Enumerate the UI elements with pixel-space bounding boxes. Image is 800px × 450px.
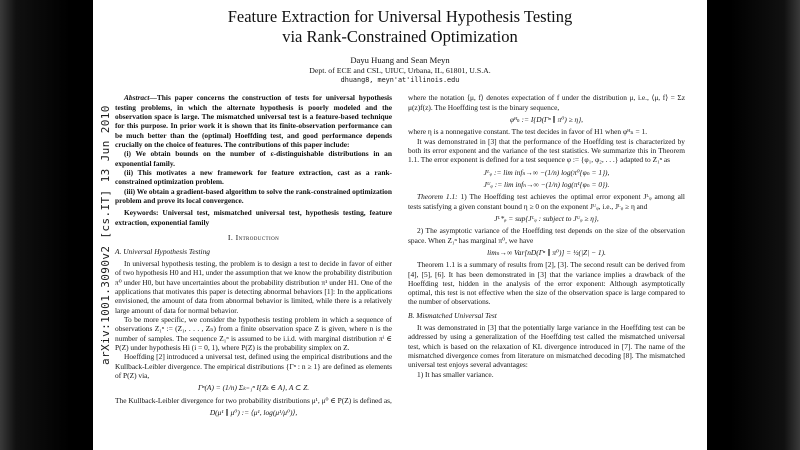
- equation-error-exponent-upper: Jᵁᵩ := lim infₙ→∞ −(1/n) log(π¹{φₙ = 0}).: [483, 179, 610, 189]
- section-heading-introduction: I. Introduction: [227, 232, 280, 242]
- arxiv-stamp: arXiv:1001.3090v2 [cs.IT] 13 Jun 2010: [99, 105, 112, 365]
- paragraph: Hoeffding [2] introduced a universal test, defined using the empirical distributions and the Kullback-Leibler divergence. The empirical distributions {Γⁿ : n ≥ 1} are defined as elements of P(Z) via,: [115, 352, 392, 380]
- equation-asymptotic-variance: limₙ→∞ Var[nD(Γⁿ ∥ π⁰)] = ½(|Z| − 1).: [487, 247, 606, 257]
- equation-empirical-distribution: Γⁿ(A) = (1/n) Σₖ₌₁ⁿ I{Zₖ ∈ A}, A ⊂ Z.: [197, 383, 310, 393]
- abstract-body: This paper concerns the construction of tests for universal hypothesis testing problems, in which the alternate hypothesis is poorly modeled and the observation space is large. The mismatched universal test is a feature-based technique for this purpose. In prior work it is shown that its finite-observation performance can be much better than the (optimal) Hoeffding test, and good performance depends crucially on the choice of features. The contributions of this paper include:: [115, 93, 392, 149]
- paragraph: The Kullback-Leibler divergence for two probability distributions μ¹, μ⁰ ∈ P(Z) is defined as,: [115, 395, 392, 405]
- theorem-label: Theorem 1.1:: [417, 192, 458, 202]
- subsection-a-heading: A. Universal Hypothesis Testing: [115, 246, 210, 256]
- paragraph: To be more specific, we consider the hypothesis testing problem in which a sequence of observations Z₁ⁿ := (Z₁, . . . , Zₙ) from a finite observation space Z is given, where n is the number of samples. The sequence Z₁ⁿ is assumed to be i.i.d. with marginal distribution πⁱ ∈ P(Z) under hypothesis Hi (i = 0, 1), where P(Z) is the probability simplex on Z.: [115, 314, 392, 352]
- abstract-label: Abstract—: [124, 93, 157, 103]
- abstract: [115, 93, 392, 149]
- authors: Dayu Huang and Sean Meyn: [350, 55, 450, 66]
- paragraph: Theorem 1.1 is a summary of results from [2], [3]. The second result can be derived from [4], [5], [6]. It has been demonstrated in [3] that the variance implies a drawback of the Hoeffding test, hidden in the analysis of the error exponent: Although asymptotically optimal, this test is not effective when the size of the observation space is large compared to the number of observations.: [408, 260, 685, 307]
- equation-kl-divergence: D(μ¹ ∥ μ⁰) := ⟨μ¹, log(μ¹/μ⁰)⟩,: [209, 407, 298, 417]
- contribution-item-i: (i) We obtain bounds on the number of ε-distinguishable distributions in an exponential family.: [115, 149, 392, 168]
- paper-title: [93, 7, 707, 47]
- author-email: dhuang8, meyn'at'illinois.edu: [340, 76, 460, 85]
- equation-optimal-exponent: Jᴸ*ᵩ = sup{Jᴸᵩ : subject to Jᵁᵩ ≥ η},: [494, 213, 599, 223]
- contribution-item-iii: (iii) We obtain a gradient-based algorithm to solve the rank-constrained optimization problem and prove its local convergence.: [115, 186, 392, 205]
- two-column-body: [93, 84, 707, 420]
- paper-title-line1: Feature Extraction for Universal Hypothesis Testing: [227, 7, 573, 26]
- paragraph: where η is a nonnegative constant. The test decides in favor of H1 when φᴴₙ = 1.: [408, 127, 648, 137]
- equation-error-exponent-lower: Jᴸᵩ := lim infₙ→∞ −(1/n) log(π⁰{φₙ = 1}),: [483, 167, 610, 177]
- affiliation: Dept. of ECE and CSL, UIUC, Urbana, IL, 61801, U.S.A.: [309, 66, 491, 76]
- subsection-b-heading: B. Mismatched Universal Test: [408, 310, 497, 320]
- keywords: Keywords: Universal test, mismatched universal test, hypothesis testing, feature extraction, exponential family: [115, 208, 392, 227]
- paragraph: where the notation ⟨μ, f⟩ denotes expectation of f under the distribution μ, i.e., ⟨μ, f⟩ = Σᴢ μ(z)f(z). The Hoeffding test is the binary sequence,: [408, 93, 685, 112]
- advantage-item-1: 1) It has smaller variance.: [417, 369, 494, 379]
- left-column: [115, 93, 392, 420]
- paper-title-line2: via Rank-Constrained Optimization: [282, 27, 518, 47]
- theorem-body: 1) The Hoeffding test achieves the optimal error exponent Jᴸᵩ among all tests satisfying a given constant bound η ≥ 0 on the exponent Jᵁᵩ, i.e., Jᴸᵩ ≥ η and: [408, 192, 685, 211]
- equation-hoeffding-test: φᴴₙ := I{D(Γⁿ ∥ π⁰) ≥ η},: [509, 114, 584, 124]
- right-column: [408, 93, 685, 420]
- paragraph: In universal hypothesis testing, the problem is to design a test to decide in favor of either of two hypothesis H0 and H1, under the assumption that we know the probability distribution π⁰ under H0, but have uncertainties about the probability distribution π¹ under H1. One of the applications that motivates this paper is detecting abnormal behaviors [1]: In the applications envisioned, the amount of data from abnormal behavior is limited, while there is a relatively large amount of data for normal behavior.: [115, 258, 392, 315]
- theorem-item-2: 2) The asymptotic variance of the Hoeffding test depends on the size of the observation space. When Z₁ⁿ has marginal π⁰, we have: [408, 226, 685, 245]
- paragraph: It was demonstrated in [3] that the potentially large variance in the Hoeffding test can be addressed by using a generalization of the Hoeffding test called the mismatched universal test, which is based on the relaxation of KL divergence introduced in [7]. The name of the mismatched divergence comes from literature on mismatched decoding [8]. The mismatched universal test enjoys several advantages:: [408, 323, 685, 370]
- paper-header: [93, 0, 707, 84]
- theorem-1-1: [408, 192, 685, 211]
- paper-page: [93, 0, 707, 450]
- paragraph: It was demonstrated in [3] that the performance of the Hoeffding test is characterized by both its error exponent and the variance of the test statistics. We summarize this in Theorem 1.1. The error exponent is defined for a test sequence φ := {φ₁, φ₂, . . .} adapted to Z₁ⁿ as: [408, 136, 685, 165]
- contribution-item-ii: (ii) This motivates a new framework for feature extraction, cast as a rank-constrained optimization problem.: [115, 167, 392, 187]
